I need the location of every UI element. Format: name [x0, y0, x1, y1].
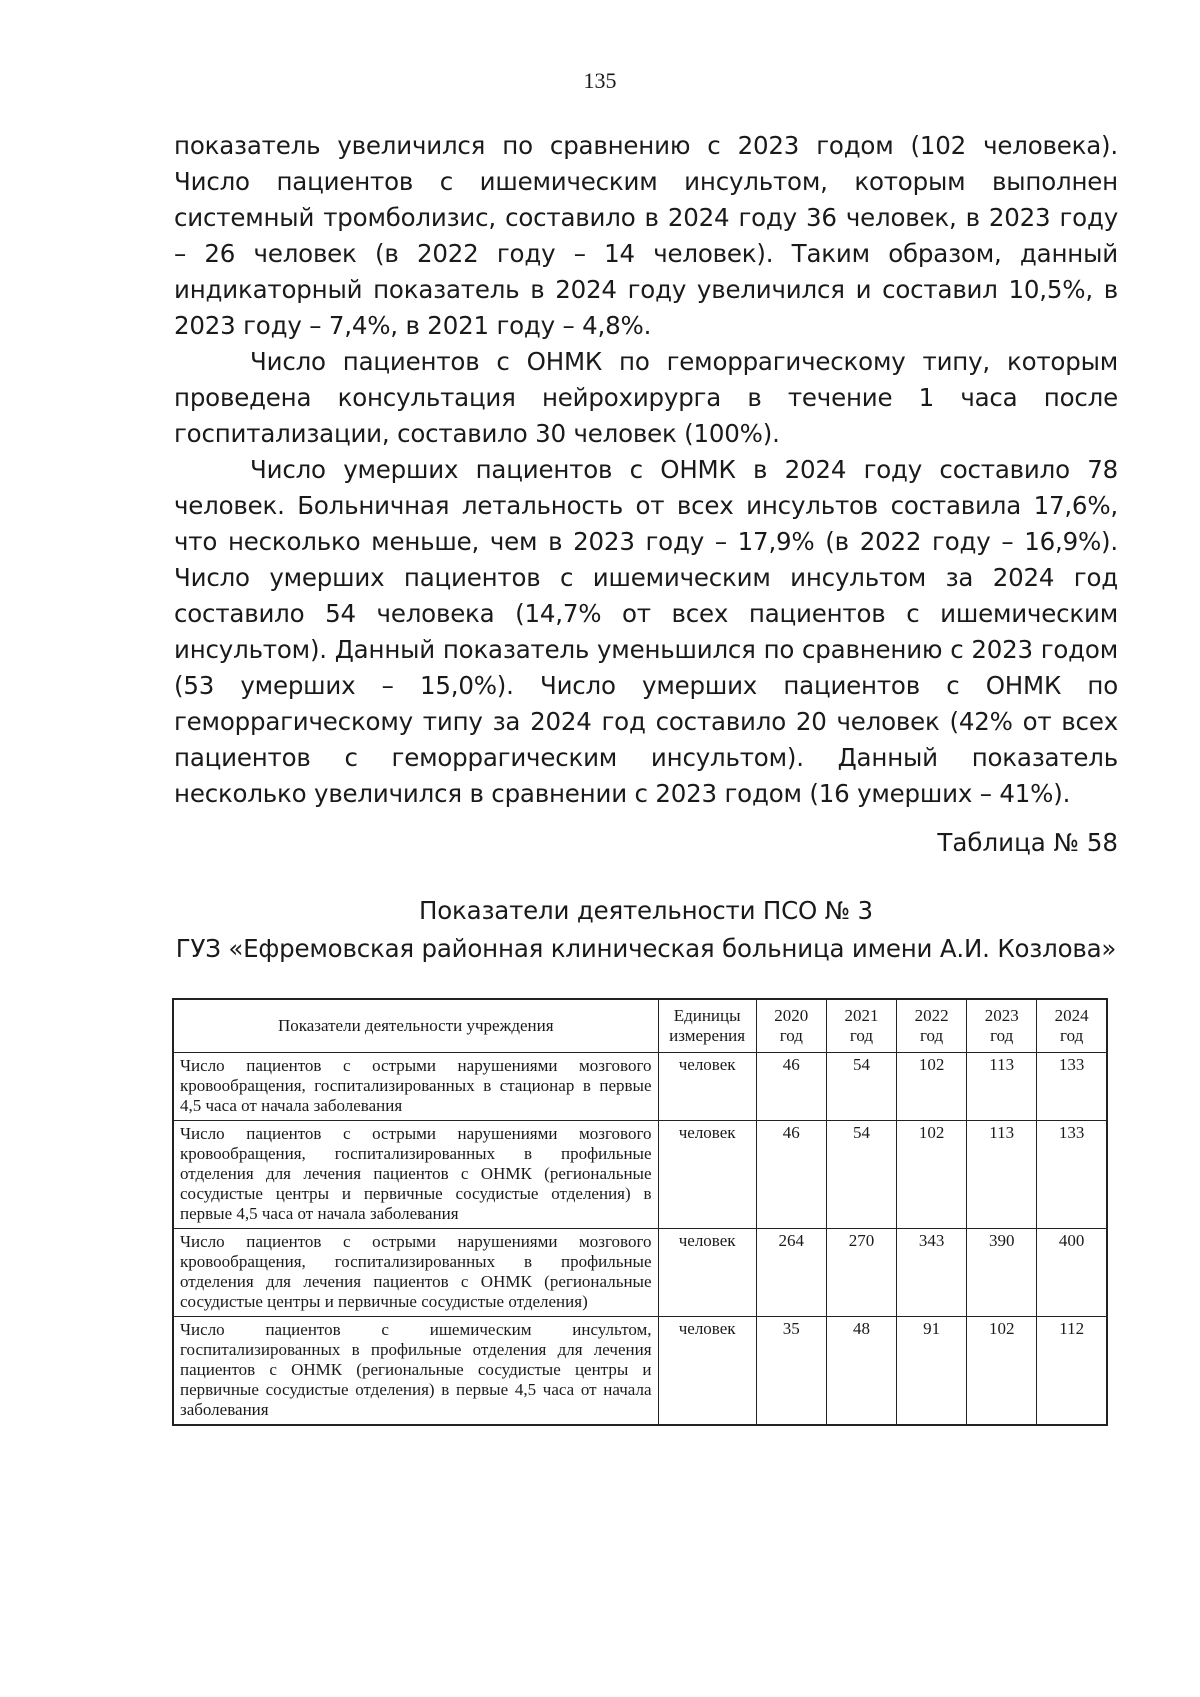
header-year-value: 2020: [774, 1006, 809, 1025]
header-unit-line: Единицы: [673, 1006, 741, 1025]
value-cell: 102: [897, 1053, 967, 1121]
table-title: [174, 892, 1118, 968]
value-cell: 343: [897, 1229, 967, 1317]
table-row: [173, 1317, 1107, 1426]
header-unit: [658, 999, 756, 1053]
header-year: [756, 999, 826, 1053]
paragraph: Число пациентов с ОНМК по геморрагическому типу, которым проведена консультация нейрохирурга в течение 1 часа после госпитализации, составило 30 человек (100%).: [174, 347, 1118, 448]
table-title-line: ГУЗ «Ефремовская районная клиническая больница имени А.И. Козлова»: [175, 934, 1117, 963]
value-cell: 46: [756, 1121, 826, 1229]
value-cell: 48: [826, 1317, 896, 1426]
paragraph: показатель увеличился по сравнению с 2023 годом (102 человека). Число пациентов с ишемическим инсультом, которым выполнен системный тромболизис, составило в 2024 году 36 человек, в 2023 году – 26 человек (в 2022 году – 14 человек). Таким образом, данный индикаторный показатель в 2024 году увеличился и составил 10,5%, в 2023 году – 7,4%, в 2021 году – 4,8%.: [174, 131, 1118, 340]
value-cell: 102: [967, 1317, 1037, 1426]
value-cell: 133: [1037, 1121, 1107, 1229]
unit-cell: человек: [658, 1229, 756, 1317]
indicator-cell: Число пациентов с ишемическим инсультом, госпитализированных в профильные отделения для лечения пациентов с ОНМК (региональные сосудистые центры и первичные сосудистые отделения) в первые 4,5 часа от начала заболевания: [173, 1317, 658, 1426]
table-row: [173, 1229, 1107, 1317]
table-label: Таблица № 58: [937, 828, 1118, 857]
header-year-value: 2023: [984, 1006, 1019, 1025]
header-year-value: 2021: [844, 1006, 879, 1025]
header-year-suffix: год: [919, 1026, 944, 1045]
unit-cell: человек: [658, 1121, 756, 1229]
table-header-row: [173, 999, 1107, 1053]
value-cell: 54: [826, 1053, 896, 1121]
value-cell: 46: [756, 1053, 826, 1121]
header-year-value: 2022: [914, 1006, 949, 1025]
value-cell: 270: [826, 1229, 896, 1317]
indicators-table: [172, 998, 1108, 1426]
header-year: [897, 999, 967, 1053]
header-year-suffix: год: [990, 1026, 1014, 1045]
header-year: [826, 999, 896, 1053]
value-cell: 400: [1037, 1229, 1107, 1317]
value-cell: 35: [756, 1317, 826, 1426]
value-cell: 133: [1037, 1053, 1107, 1121]
header-year-suffix: год: [849, 1026, 874, 1045]
value-cell: 264: [756, 1229, 826, 1317]
indicator-cell: Число пациентов с острыми нарушениями мозгового кровообращения, госпитализированных в профильные отделения для лечения пациентов с ОНМК (региональные сосудистые центры и первичные сосудистые отделения) в первые 4,5 часа от начала заболевания: [173, 1121, 658, 1229]
header-indicator: Показатели деятельности учреждения: [173, 999, 658, 1053]
paragraph: Число умерших пациентов с ОНМК в 2024 году составило 78 человек. Больничная летальность от всех инсультов составила 17,6%, что несколько меньше, чем в 2023 году – 17,9% (в 2022 году – 16,9%). Число умерших пациентов с ишемическим инсультом за 2024 год составило 54 человека (14,7% от всех пациентов с ишемическим инсультом). Данный показатель уменьшился по сравнению с 2023 годом (53 умерших – 15,0%). Число умерших пациентов с ОНМК по геморрагическому типу за 2024 год составило 20 человек (42% от всех пациентов с геморрагическим инсультом). Данный показатель несколько увеличился в сравнении с 2023 годом (16 умерших – 41%).: [174, 455, 1118, 808]
indicator-cell: Число пациентов с острыми нарушениями мозгового кровообращения, госпитализированных в стационар в первые 4,5 часа от начала заболевания: [173, 1053, 658, 1121]
unit-cell: человек: [658, 1317, 756, 1426]
indicator-cell: Число пациентов с острыми нарушениями мозгового кровообращения, госпитализированных в профильные отделения для лечения пациентов с ОНМК (региональные сосудистые центры и первичные сосудистые отделения): [173, 1229, 658, 1317]
header-year: [967, 999, 1037, 1053]
header-year-value: 2024: [1054, 1006, 1089, 1025]
value-cell: 390: [967, 1229, 1037, 1317]
table-row: [173, 1053, 1107, 1121]
header-unit-line: измерения: [669, 1026, 746, 1045]
value-cell: 102: [897, 1121, 967, 1229]
table-title-line: Показатели деятельности ПСО № 3: [419, 896, 873, 925]
header-year-suffix: год: [779, 1026, 803, 1045]
unit-cell: человек: [658, 1053, 756, 1121]
header-year: [1037, 999, 1107, 1053]
value-cell: 113: [967, 1053, 1037, 1121]
header-year-suffix: год: [1060, 1026, 1084, 1045]
table-row: [173, 1121, 1107, 1229]
body-text: [174, 128, 1118, 812]
value-cell: 112: [1037, 1317, 1107, 1426]
page-number: 135: [583, 68, 617, 93]
value-cell: 91: [897, 1317, 967, 1426]
value-cell: 113: [967, 1121, 1037, 1229]
value-cell: 54: [826, 1121, 896, 1229]
